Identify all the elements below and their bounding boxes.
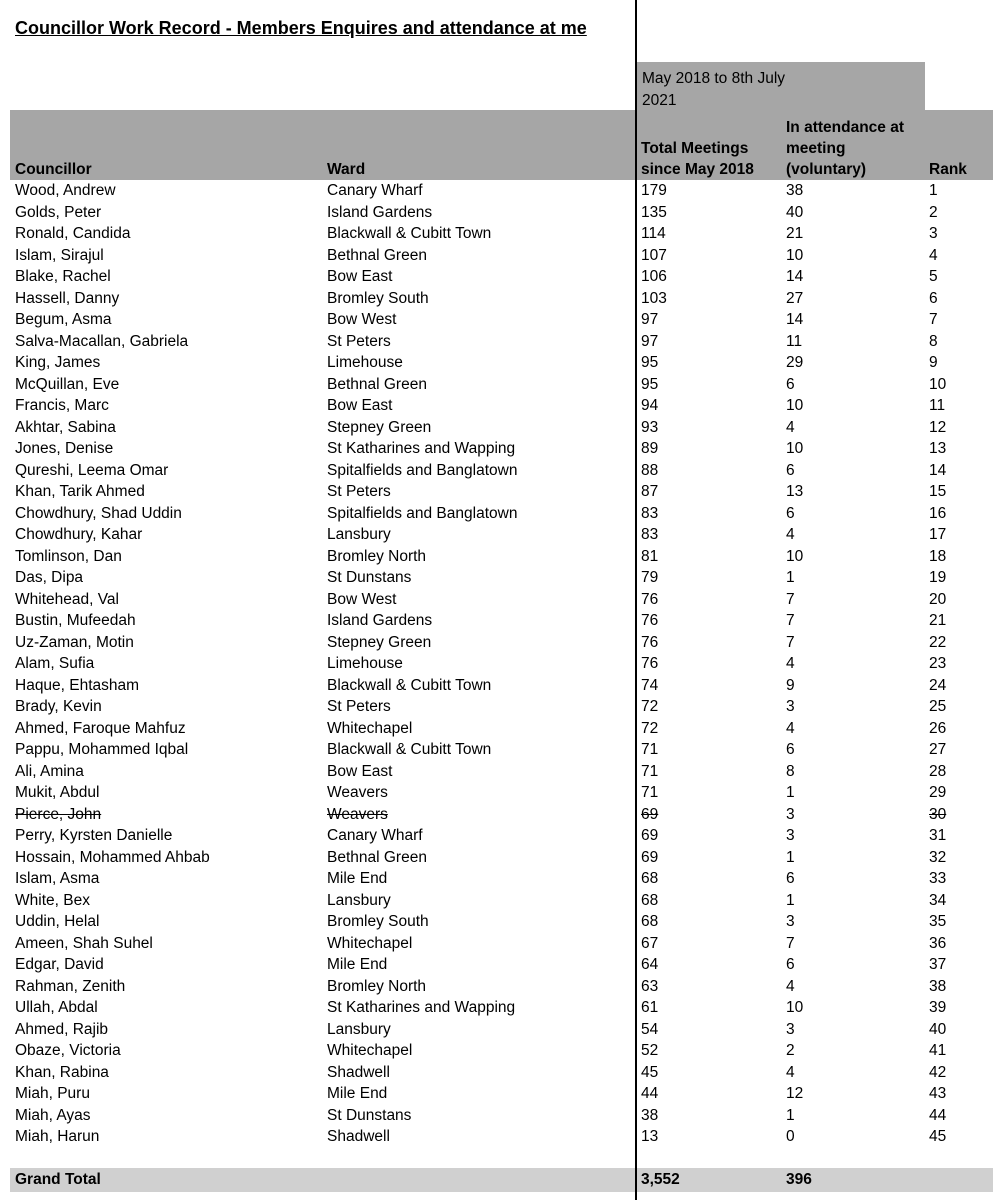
- rank-cell: 37: [929, 956, 947, 973]
- table-row: [0, 739, 1005, 761]
- attendance-cell: 40: [786, 203, 804, 221]
- total-meetings-cell: 83: [641, 526, 659, 543]
- attendance-cell: 6: [786, 461, 795, 479]
- rank-cell: 28: [929, 762, 947, 780]
- attendance-cell: 21: [786, 225, 804, 242]
- attendance-cell: 1: [786, 891, 795, 909]
- ward-cell: Weavers: [327, 805, 388, 823]
- attendance-cell: 2: [786, 1042, 795, 1059]
- attendance-cell: 4: [786, 418, 795, 436]
- total-meetings-cell: 44: [641, 1085, 659, 1102]
- total-meetings-cell: 52: [641, 1042, 659, 1059]
- ward-cell: Spitalfields and Banglatown: [327, 461, 518, 479]
- table-row: [0, 976, 1005, 998]
- rank-cell: 39: [929, 999, 947, 1016]
- ward-cell: Limehouse: [327, 354, 403, 371]
- councillor-cell: Mukit, Abdul: [15, 784, 100, 801]
- attendance-cell: 4: [786, 1063, 795, 1081]
- ward-cell: Canary Wharf: [327, 182, 423, 199]
- grand-total-attendance: 396: [786, 1171, 812, 1188]
- total-meetings-cell: 74: [641, 676, 659, 694]
- attendance-cell: 10: [786, 999, 804, 1016]
- attendance-cell: 6: [786, 504, 795, 522]
- rank-cell: 29: [929, 784, 947, 801]
- attendance-cell: 12: [786, 1085, 804, 1102]
- table-row: [0, 1126, 1005, 1148]
- attendance-cell: 1: [786, 848, 795, 866]
- councillor-cell: King, James: [15, 354, 101, 371]
- page-title: Councillor Work Record - Members Enquires and attendance at me: [15, 18, 587, 38]
- councillor-cell: Hossain, Mohammed Ahbab: [15, 848, 210, 866]
- table-row: [0, 825, 1005, 847]
- attendance-cell: 4: [786, 719, 795, 737]
- councillor-cell: Obaze, Victoria: [15, 1042, 121, 1059]
- rank-cell: 11: [929, 397, 946, 414]
- table-row: [0, 1040, 1005, 1062]
- rank-cell: 3: [929, 225, 938, 242]
- ward-cell: St Dunstans: [327, 1106, 412, 1124]
- table-row: [0, 223, 1005, 245]
- attendance-cell: 38: [786, 182, 804, 199]
- attendance-cell: 10: [786, 547, 804, 565]
- rank-cell: 22: [929, 633, 947, 651]
- rank-cell: 21: [929, 612, 947, 629]
- rank-cell: 35: [929, 913, 947, 930]
- total-meetings-cell: 54: [641, 1020, 659, 1038]
- table-row: [0, 653, 1005, 675]
- councillor-cell: Bustin, Mufeedah: [15, 612, 136, 629]
- ward-cell: Mile End: [327, 1085, 388, 1102]
- ward-cell: St Dunstans: [327, 569, 412, 586]
- councillor-cell: Rahman, Zenith: [15, 977, 126, 995]
- table-row: [0, 202, 1005, 224]
- header-rank: Rank: [929, 161, 967, 178]
- ward-cell: St Katharines and Wapping: [327, 440, 516, 457]
- councillor-cell: Ahmed, Faroque Mahfuz: [15, 719, 186, 737]
- ward-cell: Blackwall & Cubitt Town: [327, 225, 492, 242]
- attendance-cell: 3: [786, 698, 795, 715]
- total-meetings-cell: 106: [641, 268, 667, 285]
- ward-cell: Weavers: [327, 784, 388, 801]
- rank-cell: 20: [929, 590, 947, 608]
- rank-cell: 15: [929, 483, 947, 500]
- rank-cell: 30: [929, 805, 947, 823]
- total-meetings-cell: 97: [641, 311, 659, 328]
- rank-cell: 33: [929, 870, 947, 887]
- total-meetings-cell: 94: [641, 397, 659, 414]
- rank-cell: 31: [929, 827, 947, 844]
- councillor-cell: Golds, Peter: [15, 203, 102, 221]
- total-meetings-cell: 79: [641, 569, 659, 586]
- ward-cell: Bethnal Green: [327, 246, 427, 264]
- ward-cell: Limehouse: [327, 655, 403, 672]
- councillor-cell: Blake, Rachel: [15, 268, 111, 285]
- attendance-cell: 4: [786, 655, 795, 672]
- total-meetings-cell: 76: [641, 590, 659, 608]
- total-meetings-cell: 68: [641, 913, 659, 930]
- ward-cell: Blackwall & Cubitt Town: [327, 676, 492, 694]
- councillor-cell: Akhtar, Sabina: [15, 418, 116, 436]
- councillor-cell: Hassell, Danny: [15, 289, 120, 307]
- total-meetings-cell: 45: [641, 1063, 659, 1081]
- councillor-cell: Uz-Zaman, Motin: [15, 633, 134, 651]
- attendance-cell: 11: [786, 332, 803, 350]
- ward-cell: Bow West: [327, 590, 397, 608]
- table-row: [0, 417, 1005, 439]
- period-label: May 2018 to 8th July 2021: [642, 70, 786, 109]
- total-meetings-cell: 63: [641, 977, 659, 995]
- header-ward: Ward: [327, 161, 366, 178]
- period-header: [637, 62, 925, 110]
- attendance-cell: 4: [786, 977, 795, 995]
- councillor-cell: White, Bex: [15, 891, 90, 909]
- councillor-cell: Ameen, Shah Suhel: [15, 934, 153, 952]
- rank-cell: 41: [929, 1042, 947, 1059]
- ward-cell: Stepney Green: [327, 418, 432, 436]
- table-row: [0, 245, 1005, 267]
- rank-cell: 16: [929, 504, 947, 522]
- rank-cell: 24: [929, 676, 947, 694]
- attendance-cell: 7: [786, 633, 795, 651]
- councillor-cell: Ullah, Abdal: [15, 999, 98, 1016]
- attendance-cell: 10: [786, 397, 804, 414]
- rank-cell: 5: [929, 268, 938, 285]
- column-divider: [635, 0, 637, 1200]
- councillor-cell: Miah, Puru: [15, 1085, 90, 1102]
- ward-cell: Canary Wharf: [327, 827, 423, 844]
- councillor-cell: Das, Dipa: [15, 569, 84, 586]
- councillor-cell: Edgar, David: [15, 956, 104, 973]
- table-row: [0, 696, 1005, 718]
- attendance-cell: 6: [786, 741, 795, 758]
- ward-cell: Blackwall & Cubitt Town: [327, 741, 492, 758]
- total-meetings-cell: 81: [641, 547, 659, 565]
- councillor-cell: Qureshi, Leema Omar: [15, 461, 169, 479]
- councillor-cell: Perry, Kyrsten Danielle: [15, 827, 173, 844]
- total-meetings-cell: 88: [641, 461, 659, 479]
- ward-cell: Bromley North: [327, 547, 427, 565]
- total-meetings-cell: 76: [641, 655, 659, 672]
- attendance-cell: 7: [786, 590, 795, 608]
- table-row: [0, 804, 1005, 826]
- rank-cell: 26: [929, 719, 947, 737]
- attendance-cell: 7: [786, 934, 795, 952]
- total-meetings-cell: 87: [641, 483, 659, 500]
- table-row: [0, 847, 1005, 869]
- table-row: [0, 395, 1005, 417]
- rank-cell: 13: [929, 440, 947, 457]
- table-row: [0, 331, 1005, 353]
- table-row: [0, 782, 1005, 804]
- councillor-cell: Haque, Ehtasham: [15, 676, 140, 694]
- councillor-cell: Ali, Amina: [15, 762, 84, 780]
- grand-total-label: Grand Total: [15, 1171, 101, 1188]
- total-meetings-cell: 89: [641, 440, 659, 457]
- attendance-cell: 1: [786, 569, 795, 586]
- table-row: [0, 352, 1005, 374]
- total-meetings-cell: 64: [641, 956, 659, 973]
- total-meetings-cell: 76: [641, 633, 659, 651]
- table-row: [0, 933, 1005, 955]
- rank-cell: 18: [929, 547, 947, 565]
- total-meetings-cell: 76: [641, 612, 659, 629]
- grand-total-row: [10, 1168, 993, 1192]
- total-meetings-cell: 95: [641, 354, 659, 371]
- attendance-cell: 27: [786, 289, 804, 307]
- councillor-cell: Ronald, Candida: [15, 225, 131, 242]
- rank-cell: 14: [929, 461, 947, 479]
- rank-cell: 38: [929, 977, 947, 995]
- total-meetings-cell: 69: [641, 805, 659, 823]
- councillor-cell: Alam, Sufia: [15, 655, 95, 672]
- table-row: [0, 288, 1005, 310]
- table-row: [0, 911, 1005, 933]
- rank-cell: 23: [929, 655, 947, 672]
- attendance-cell: 14: [786, 311, 804, 328]
- grand-total-meetings: 3,552: [641, 1171, 680, 1188]
- ward-cell: Island Gardens: [327, 203, 433, 221]
- table-row: [0, 524, 1005, 546]
- table-row: [0, 309, 1005, 331]
- total-meetings-cell: 135: [641, 203, 667, 221]
- total-meetings-cell: 97: [641, 332, 659, 350]
- councillor-cell: Pierce, John: [15, 805, 102, 823]
- ward-cell: Mile End: [327, 956, 388, 973]
- councillor-cell: Miah, Ayas: [15, 1106, 91, 1124]
- total-meetings-cell: 93: [641, 418, 659, 436]
- councillor-cell: Wood, Andrew: [15, 182, 116, 199]
- total-meetings-cell: 67: [641, 934, 659, 952]
- rank-cell: 10: [929, 375, 947, 393]
- table-row: [0, 374, 1005, 396]
- ward-cell: Bethnal Green: [327, 375, 427, 393]
- ward-cell: St Peters: [327, 483, 391, 500]
- total-meetings-cell: 68: [641, 891, 659, 909]
- rank-cell: 6: [929, 289, 938, 307]
- table-row: [0, 481, 1005, 503]
- councillor-cell: Miah, Harun: [15, 1128, 100, 1145]
- attendance-cell: 10: [786, 440, 804, 457]
- rank-cell: 7: [929, 311, 938, 328]
- councillor-cell: Khan, Rabina: [15, 1063, 109, 1081]
- table-row: [0, 1105, 1005, 1127]
- total-meetings-cell: 71: [641, 784, 659, 801]
- attendance-cell: 8: [786, 762, 795, 780]
- total-meetings-cell: 13: [641, 1128, 659, 1145]
- councillor-cell: Whitehead, Val: [15, 590, 119, 608]
- rank-cell: 45: [929, 1128, 947, 1145]
- ward-cell: Lansbury: [327, 1020, 391, 1038]
- councillor-cell: Salva-Macallan, Gabriela: [15, 332, 189, 350]
- attendance-cell: 14: [786, 268, 804, 285]
- table-body: [0, 180, 1005, 1148]
- attendance-cell: 6: [786, 956, 795, 973]
- table-row: [0, 610, 1005, 632]
- ward-cell: Lansbury: [327, 526, 391, 543]
- table-row: [0, 460, 1005, 482]
- councillor-cell: Francis, Marc: [15, 397, 109, 414]
- table-row: [0, 1062, 1005, 1084]
- total-meetings-cell: 107: [641, 246, 667, 264]
- table-header: [10, 110, 993, 180]
- ward-cell: St Katharines and Wapping: [327, 999, 516, 1016]
- total-meetings-cell: 103: [641, 289, 667, 307]
- rank-cell: 2: [929, 203, 938, 221]
- total-meetings-cell: 69: [641, 848, 659, 866]
- attendance-cell: 13: [786, 483, 804, 500]
- table-row: [0, 868, 1005, 890]
- total-meetings-cell: 68: [641, 870, 659, 887]
- ward-cell: Mile End: [327, 870, 388, 887]
- ward-cell: Whitechapel: [327, 1042, 413, 1059]
- table-row: [0, 997, 1005, 1019]
- rank-cell: 17: [929, 526, 947, 543]
- ward-cell: Shadwell: [327, 1128, 390, 1145]
- ward-cell: Bromley South: [327, 913, 429, 930]
- ward-cell: Whitechapel: [327, 719, 413, 737]
- attendance-cell: 6: [786, 870, 795, 887]
- table-row: [0, 567, 1005, 589]
- attendance-cell: 29: [786, 354, 804, 371]
- table-row: [0, 954, 1005, 976]
- ward-cell: Bromley South: [327, 289, 429, 307]
- rank-cell: 25: [929, 698, 947, 715]
- attendance-cell: 0: [786, 1128, 795, 1145]
- table-row: [0, 632, 1005, 654]
- rank-cell: 42: [929, 1063, 947, 1081]
- ward-cell: Bethnal Green: [327, 848, 427, 866]
- councillor-cell: Khan, Tarik Ahmed: [15, 483, 145, 500]
- attendance-cell: 4: [786, 526, 795, 543]
- total-meetings-cell: 72: [641, 698, 659, 715]
- header-total-meetings: Total Meetings since May 2018: [641, 140, 754, 178]
- attendance-cell: 3: [786, 913, 795, 930]
- rank-cell: 19: [929, 569, 947, 586]
- total-meetings-cell: 179: [641, 182, 667, 199]
- councillor-cell: Islam, Sirajul: [15, 246, 104, 264]
- ward-cell: Stepney Green: [327, 633, 432, 651]
- rank-cell: 12: [929, 418, 947, 436]
- ward-cell: Bromley North: [327, 977, 427, 995]
- total-meetings-cell: 71: [641, 741, 659, 758]
- table-row: [0, 180, 1005, 202]
- attendance-cell: 6: [786, 375, 795, 393]
- table-row: [0, 438, 1005, 460]
- attendance-cell: 3: [786, 805, 795, 823]
- rank-cell: 8: [929, 332, 938, 350]
- total-meetings-cell: 69: [641, 827, 659, 844]
- attendance-cell: 7: [786, 612, 795, 629]
- table-row: [0, 503, 1005, 525]
- ward-cell: Bow East: [327, 268, 393, 285]
- table-row: [0, 718, 1005, 740]
- councillor-cell: McQuillan, Eve: [15, 375, 120, 393]
- total-meetings-cell: 71: [641, 762, 659, 780]
- councillor-cell: Ahmed, Rajib: [15, 1020, 109, 1038]
- ward-cell: Whitechapel: [327, 934, 413, 952]
- ward-cell: Bow East: [327, 762, 393, 780]
- header-attendance: In attendance at meeting (voluntary): [786, 119, 904, 178]
- ward-cell: Lansbury: [327, 891, 391, 909]
- ward-cell: St Peters: [327, 332, 391, 350]
- table-row: [0, 589, 1005, 611]
- councillor-cell: Begum, Asma: [15, 311, 112, 328]
- header-councillor: Councillor: [15, 161, 92, 178]
- total-meetings-cell: 72: [641, 719, 659, 737]
- rank-cell: 40: [929, 1020, 947, 1038]
- attendance-cell: 1: [786, 784, 795, 801]
- attendance-cell: 9: [786, 676, 795, 694]
- councillor-cell: Islam, Asma: [15, 870, 100, 887]
- rank-cell: 36: [929, 934, 947, 952]
- rank-cell: 44: [929, 1106, 947, 1124]
- rank-cell: 1: [929, 182, 938, 199]
- ward-cell: Shadwell: [327, 1063, 390, 1081]
- attendance-cell: 10: [786, 246, 804, 264]
- table-row: [0, 266, 1005, 288]
- rank-cell: 34: [929, 891, 947, 909]
- table-row: [0, 546, 1005, 568]
- table-row: [0, 675, 1005, 697]
- councillor-cell: Chowdhury, Kahar: [15, 526, 143, 543]
- attendance-cell: 1: [786, 1106, 795, 1124]
- councillor-cell: Pappu, Mohammed Iqbal: [15, 741, 189, 758]
- ward-cell: Bow West: [327, 311, 397, 328]
- attendance-cell: 3: [786, 1020, 795, 1038]
- total-meetings-cell: 38: [641, 1106, 659, 1124]
- councillor-cell: Chowdhury, Shad Uddin: [15, 504, 182, 522]
- councillor-cell: Jones, Denise: [15, 440, 114, 457]
- rank-cell: 43: [929, 1085, 947, 1102]
- table-row: [0, 761, 1005, 783]
- rank-cell: 4: [929, 246, 938, 264]
- ward-cell: Spitalfields and Banglatown: [327, 504, 518, 522]
- table-row: [0, 890, 1005, 912]
- total-meetings-cell: 114: [641, 225, 666, 242]
- rank-cell: 32: [929, 848, 947, 866]
- ward-cell: Island Gardens: [327, 612, 433, 629]
- rank-cell: 27: [929, 741, 947, 758]
- councillor-cell: Uddin, Helal: [15, 913, 100, 930]
- attendance-cell: 3: [786, 827, 795, 844]
- ward-cell: St Peters: [327, 698, 391, 715]
- table-row: [0, 1019, 1005, 1041]
- councillor-cell: Brady, Kevin: [15, 698, 102, 715]
- table-row: [0, 1083, 1005, 1105]
- total-meetings-cell: 95: [641, 375, 659, 393]
- total-meetings-cell: 83: [641, 504, 659, 522]
- councillor-cell: Tomlinson, Dan: [15, 547, 122, 565]
- ward-cell: Bow East: [327, 397, 393, 414]
- total-meetings-cell: 61: [641, 999, 659, 1016]
- rank-cell: 9: [929, 354, 938, 371]
